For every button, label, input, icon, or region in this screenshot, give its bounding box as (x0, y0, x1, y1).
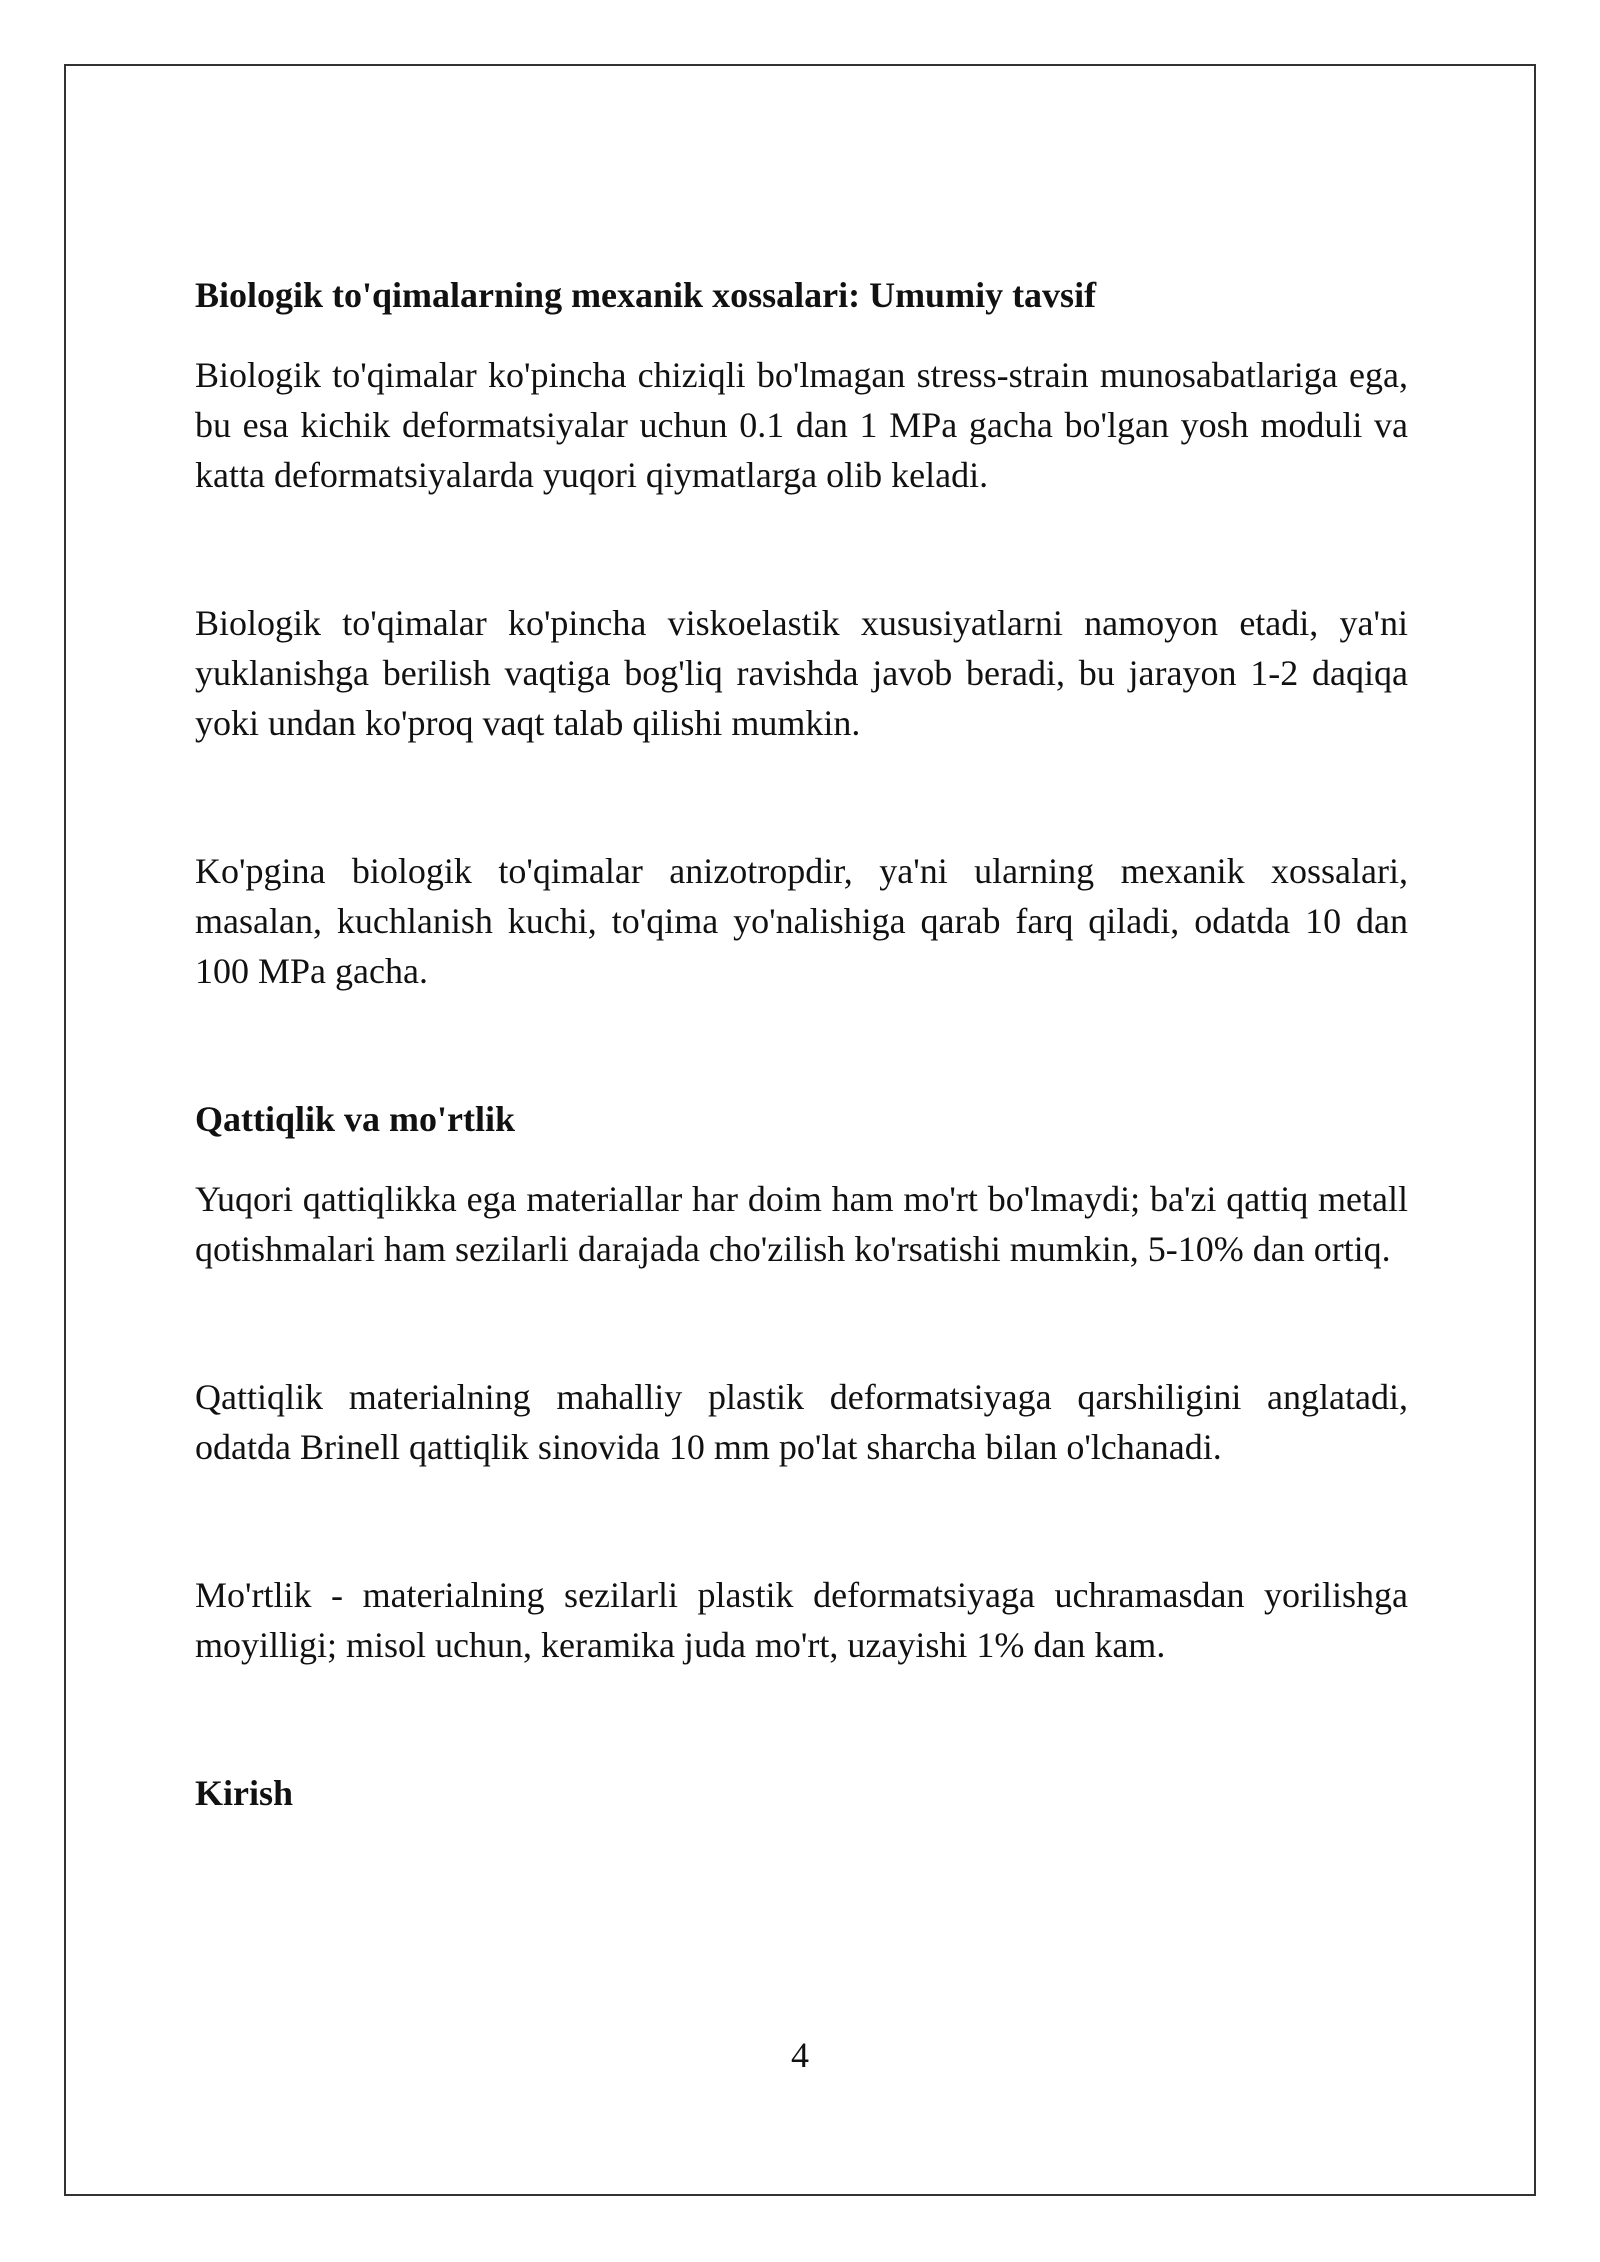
paragraph: Mo'rtlik - materialning sezilarli plastik deformatsiyaga uchramasdan yorilishga moyilligi; misol uchun, keramika juda mo'rt, uzayishi 1% dan kam. (195, 1575, 1408, 1665)
page-number: 4 (791, 2035, 809, 2075)
paragraph: Qattiqlik materialning mahalliy plastik deformatsiyaga qarshiligini anglatadi, odatda Brinell qattiqlik sinovida 10 mm po'lat sharcha bilan o'lchanadi. (195, 1377, 1408, 1467)
section-heading: Biologik to'qimalarning mexanik xossalari: Umumiy tavsif (195, 275, 1097, 315)
document-body (195, 270, 1408, 1818)
section-heading: Kirish (195, 1773, 294, 1813)
paragraph: Biologik to'qimalar ko'pincha viskoelastik xususiyatlarni namoyon etadi, ya'ni yuklanishga berilish vaqtiga bog'liq ravishda javob beradi, bu jarayon 1-2 daqiqa yoki undan ko'proq vaqt talab qilishi mumkin. (195, 603, 1408, 743)
paragraph: Ko'pgina biologik to'qimalar anizotropdir, ya'ni ularning mexanik xossalari, masalan, kuchlanish kuchi, to'qima yo'nalishiga qarab farq qiladi, odatda 10 dan 100 MPa gacha. (195, 851, 1408, 991)
paragraph: Yuqori qattiqlikka ega materiallar har doim ham mo'rt bo'lmaydi; ba'zi qattiq metall qotishmalari ham sezilarli darajada cho'zilish ko'rsatishi mumkin, 5-10% dan ortiq. (195, 1179, 1408, 1269)
paragraph: Biologik to'qimalar ko'pincha chiziqli bo'lmagan stress-strain munosabatlariga ega, bu esa kichik deformatsiyalar uchun 0.1 dan 1 MPa gacha bo'lgan yosh moduli va katta deformatsiyalarda yuqori qiymatlarga olib keladi. (195, 355, 1408, 495)
section-heading: Qattiqlik va mo'rtlik (195, 1099, 516, 1139)
